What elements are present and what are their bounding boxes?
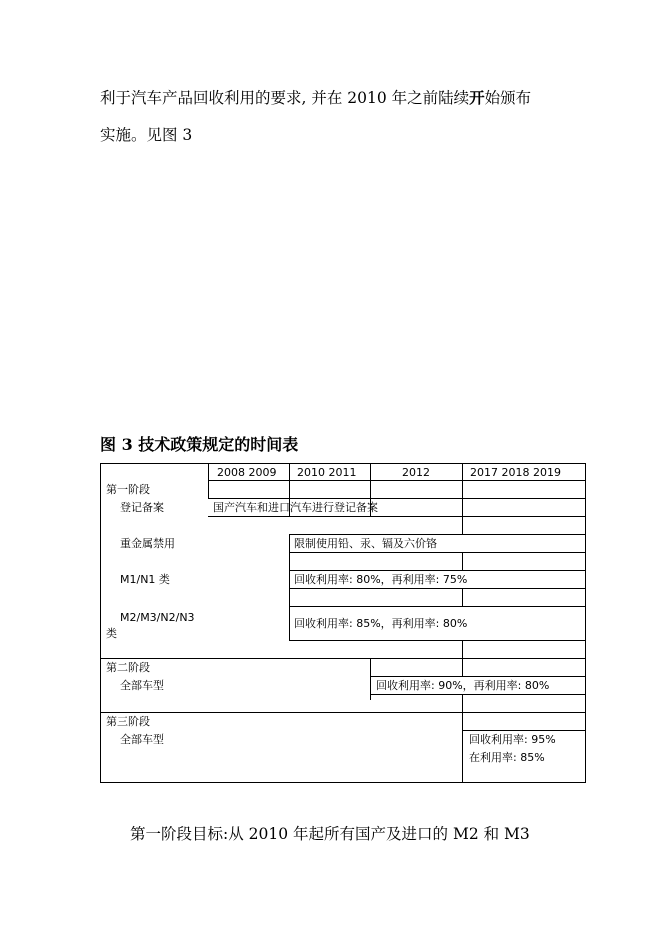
col-divider xyxy=(462,694,463,782)
registration-label: 登记备案 xyxy=(120,501,164,514)
paragraph-text-bold: 开 xyxy=(469,88,485,107)
stage-divider xyxy=(101,658,586,659)
header-2017-2019: 2017 2018 2019 xyxy=(470,466,561,479)
col-divider xyxy=(462,588,463,606)
row-line xyxy=(289,552,586,553)
m1n1-label: M1/N1 类 xyxy=(120,573,170,586)
m2-label-line1: M2/M3/N2/N3 xyxy=(120,611,195,624)
m2-label-line2: 类 xyxy=(106,627,117,640)
header-underline xyxy=(208,480,586,481)
heavy-metal-text: 限制使用铅、汞、镉及六价铬 xyxy=(294,537,437,550)
paragraph-text-b: 始颁布 xyxy=(484,89,532,107)
footer-paragraph: 第一阶段目标:从 2010 年起所有国产及进口的 M2 和 M3 xyxy=(130,825,530,843)
col-divider xyxy=(208,464,209,498)
row-line xyxy=(289,606,586,607)
body-paragraph-line-1 xyxy=(100,86,531,108)
row-line xyxy=(289,534,586,535)
stage3-label: 第三阶段 xyxy=(106,715,150,728)
m1n1-text: 回收利用率: 80%，再利用率: 75% xyxy=(294,573,468,586)
row-line xyxy=(208,516,586,517)
stage3-all-models-label: 全部车型 xyxy=(120,733,164,746)
figure-title: 图 3 技术政策规定的时间表 xyxy=(100,435,299,454)
stage3-text-line2: 在利用率: 85% xyxy=(469,751,545,764)
row-line xyxy=(462,730,586,731)
registration-text: 国产汽车和进口汽车进行登记备案 xyxy=(213,501,378,514)
m2-text: 回收利用率: 85%，再利用率: 80% xyxy=(294,617,468,630)
row-line xyxy=(208,498,586,499)
row-line xyxy=(289,570,586,571)
row-line xyxy=(370,694,586,695)
stage1-label: 第一阶段 xyxy=(106,483,150,496)
col-divider xyxy=(462,552,463,570)
body-paragraph-line-2: 实施。见图 3 xyxy=(100,126,193,144)
stage3-text-line1: 回收利用率: 95% xyxy=(469,733,556,746)
paragraph-text-a: 利于汽车产品回收利用的要求, 并在 2010 年之前陆续 xyxy=(100,89,470,107)
stage2-label: 第二阶段 xyxy=(106,661,150,674)
timeline-table xyxy=(100,463,586,783)
row-line xyxy=(370,676,586,677)
stage2-text: 回收利用率: 90%，再利用率: 80% xyxy=(376,679,550,692)
header-2010-2011: 2010 2011 xyxy=(297,466,357,479)
header-2008-2009: 2008 2009 xyxy=(217,466,277,479)
col-divider xyxy=(289,534,290,640)
row-line xyxy=(289,640,586,641)
stage2-all-models-label: 全部车型 xyxy=(120,679,164,692)
header-2012: 2012 xyxy=(402,466,430,479)
col-divider xyxy=(462,464,463,534)
heavy-metal-label: 重金属禁用 xyxy=(120,537,175,550)
row-line xyxy=(289,588,586,589)
stage-divider xyxy=(101,712,586,713)
